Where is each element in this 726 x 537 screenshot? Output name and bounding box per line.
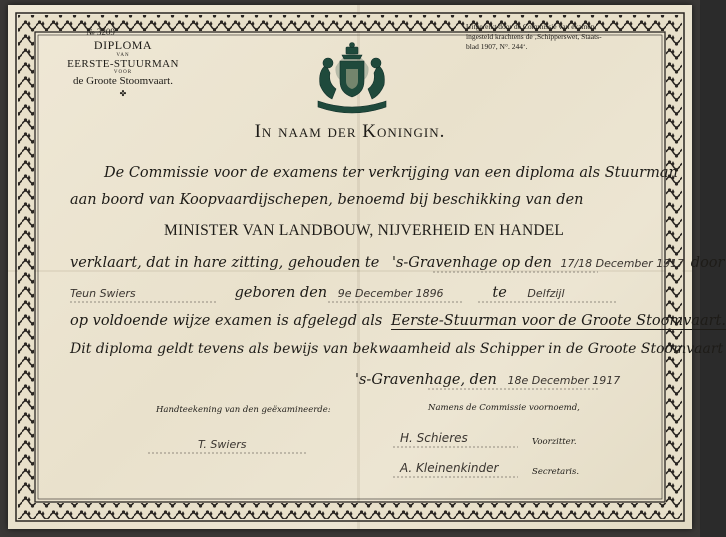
diploma-title: DIPLOMA xyxy=(93,38,153,52)
commission-label: Namens de Commissie voornoemd, xyxy=(428,403,580,413)
holder-signature: T. Swiers xyxy=(198,438,247,451)
header-voor: VOOR xyxy=(113,70,133,75)
secretary-label: Secretaris. xyxy=(532,467,580,477)
birth-date: 9e December 1896 xyxy=(337,287,444,300)
body-line-2: aan boord van Koopvaardijschepen, benoemd bij beschikking van den xyxy=(70,192,584,208)
line6-pre: op voldoende wijze examen is afgelegd als xyxy=(70,313,383,329)
fill-lines xyxy=(8,5,692,529)
candidate-name: Teun Swiers xyxy=(70,287,136,300)
minister-line: MINISTER VAN LANDBOUW, NIJVERHEID EN HANDEL xyxy=(164,222,565,239)
issue-place: 's-Gravenhage, den xyxy=(355,372,497,388)
secretary-signature: A. Kleinenkinder xyxy=(400,461,499,475)
header-right-line2: ingesteld krachtens de ‚Schipperswet, Staats- xyxy=(466,32,602,41)
body-line-7: Dit diploma geldt tevens als bewijs van bekwaamheid als Schipper in de Groote Stoomvaart xyxy=(70,341,724,357)
born-mid: te xyxy=(492,285,507,301)
exam-date: 17/18 December 1917 xyxy=(560,257,685,270)
birth-place: Delfzijl xyxy=(527,287,565,300)
holder-signature-label: Handteekening van den geëxamineerde: xyxy=(156,405,331,415)
diploma-subject: de Groote Stoomvaart. xyxy=(73,75,173,87)
line4-place: 's-Gravenhage op den xyxy=(391,255,552,271)
document-heading: In naam der Koningin. xyxy=(254,121,446,142)
header-van: VAN xyxy=(116,53,130,58)
diploma-number: № 3209 xyxy=(86,27,115,37)
chair-label: Voorzitter. xyxy=(532,437,577,447)
header-right-line1: Uitgereikt door de Commissie van examen, xyxy=(466,22,597,31)
chair-signature: H. Schieres xyxy=(400,431,468,445)
place-date xyxy=(355,372,620,388)
born-pre: geboren den xyxy=(234,285,328,301)
body-line-1: De Commissie voor de examens ter verkrijging van een diploma als Stuurman xyxy=(104,165,678,181)
line4-post: door xyxy=(690,255,725,271)
line4-pre: verklaart, dat in hare zitting, gehouden te xyxy=(70,255,380,271)
header-ornament: ✤ xyxy=(119,89,127,98)
header-right-line3: blad 1907, N°. 244‘. xyxy=(466,42,528,51)
line6-rank: Eerste-Stuurman voor de Groote Stoomvaart. xyxy=(390,313,726,329)
diploma-rank: EERSTE-STUURMAN xyxy=(67,58,179,70)
issue-date: 18e December 1917 xyxy=(507,374,621,387)
diploma-document xyxy=(8,5,726,529)
